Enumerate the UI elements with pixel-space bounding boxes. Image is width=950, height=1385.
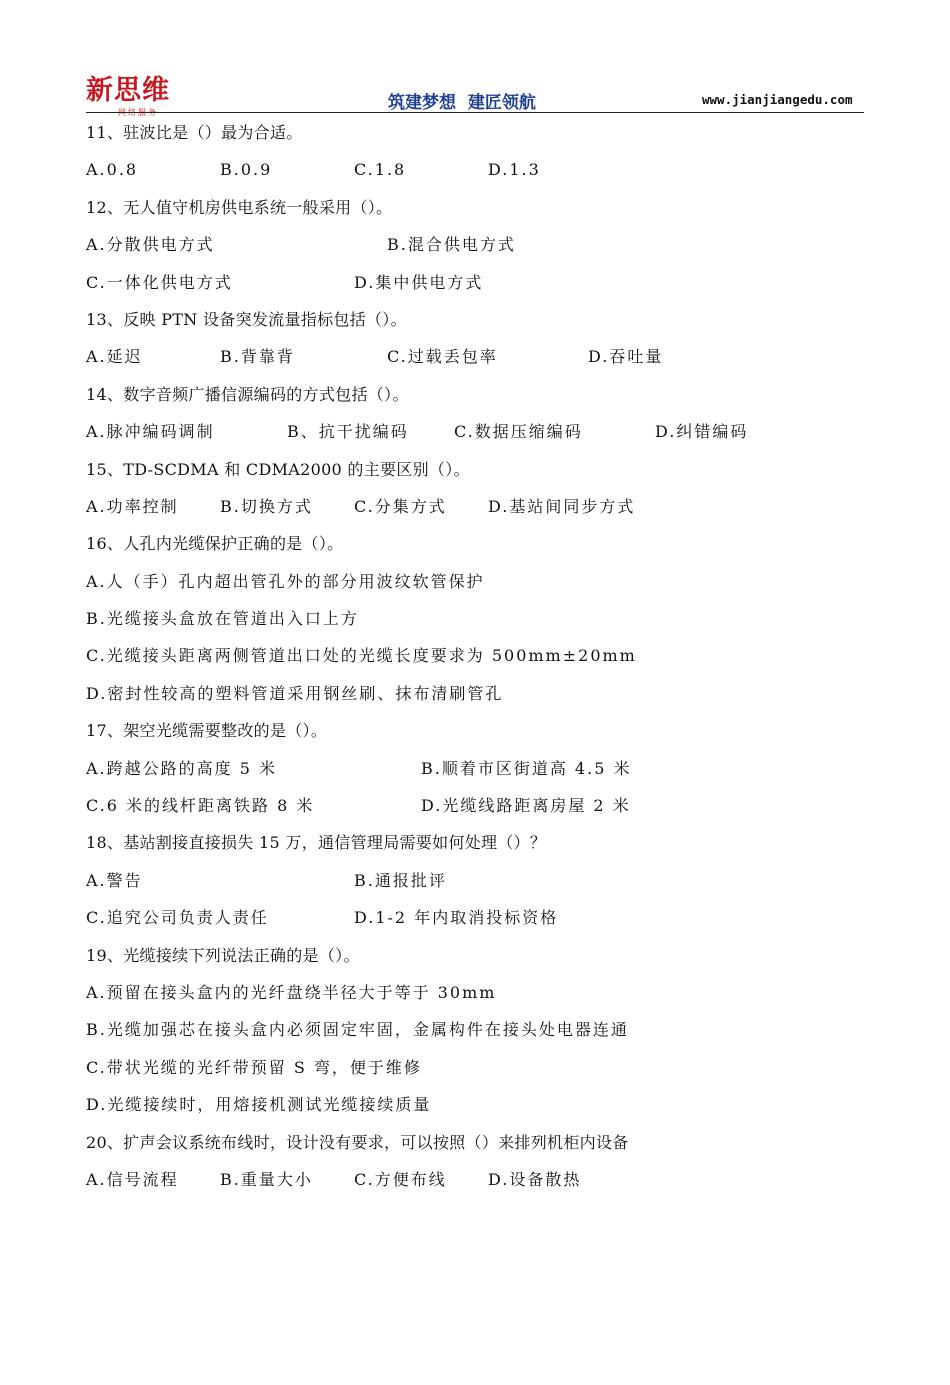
header-slogan: 筑建梦想 建匠领航 xyxy=(388,93,536,113)
option-row xyxy=(86,338,876,375)
header-website: www.jianjiangedu.com xyxy=(702,92,853,107)
option-c: C.数据压缩编码 xyxy=(454,422,583,442)
option-b: B.光缆接头盒放在管道出入口上方 xyxy=(86,609,359,629)
option-a: A.0.8 xyxy=(86,160,139,180)
option-a: A.预留在接头盒内的光纤盘绕半径大于等于 30mm xyxy=(86,982,497,1002)
option-row xyxy=(86,675,876,712)
question-stem: 17、架空光缆需要整改的是（）。 xyxy=(86,721,328,741)
option-b: B.光缆加强芯在接头盒内必须固定牢固，金属构件在接头处电器连通 xyxy=(86,1020,629,1040)
question-stem: 18、基站割接直接损失 15 万，通信管理局需要如何处理（）？ xyxy=(86,833,547,853)
option-d: D.1-2 年内取消投标资格 xyxy=(354,908,559,928)
option-b: B.背靠背 xyxy=(220,347,295,367)
option-row xyxy=(86,974,876,1011)
question-stem: 19、光缆接续下列说法正确的是（）。 xyxy=(86,945,360,965)
option-a: A.警告 xyxy=(86,870,143,890)
option-a: A.脉冲编码调制 xyxy=(86,422,215,442)
option-row xyxy=(86,637,876,674)
option-row xyxy=(86,563,876,600)
option-d: D.纠错编码 xyxy=(655,422,749,442)
option-b: B、抗干扰编码 xyxy=(287,422,409,442)
option-c: C.一体化供电方式 xyxy=(86,272,233,292)
option-row xyxy=(86,151,876,188)
question-stem: 14、数字音频广播信源编码的方式包括（）。 xyxy=(86,384,409,404)
option-row xyxy=(86,1161,876,1198)
option-b: B.切换方式 xyxy=(220,496,313,516)
option-a: A.延迟 xyxy=(86,347,143,367)
option-row xyxy=(86,1086,876,1123)
option-d: D.1.3 xyxy=(488,160,541,180)
option-b: B.混合供电方式 xyxy=(387,235,516,255)
option-b: B.重量大小 xyxy=(220,1169,313,1189)
logo-text: 新思维 xyxy=(86,75,170,106)
option-d: D.光缆接续时，用熔接机测试光缆接续质量 xyxy=(86,1095,432,1115)
logo-subtext: - 网络服务 - xyxy=(108,108,168,117)
option-c: C.追究公司负责人责任 xyxy=(86,908,269,928)
option-row xyxy=(86,488,876,525)
option-a: A.信号流程 xyxy=(86,1169,179,1189)
option-row xyxy=(86,600,876,637)
option-b: B.通报批评 xyxy=(354,870,447,890)
question-stem: 13、反映 PTN 设备突发流量指标包括（）。 xyxy=(86,309,407,329)
option-b: B.顺着市区街道高 4.5 米 xyxy=(421,758,632,778)
option-row xyxy=(86,413,876,450)
option-row xyxy=(86,1011,876,1048)
question-stem: 16、人孔内光缆保护正确的是（）。 xyxy=(86,534,344,554)
option-row xyxy=(86,750,876,787)
option-c: C.分集方式 xyxy=(354,496,447,516)
option-row xyxy=(86,226,876,263)
option-d: D.吞吐量 xyxy=(588,347,664,367)
option-a: A.跨越公路的高度 5 米 xyxy=(86,758,277,778)
option-b: B.0.9 xyxy=(220,160,273,180)
option-c: C.光缆接头距离两侧管道出口处的光缆长度要求为 500mm±20mm xyxy=(86,646,637,666)
option-a: A.分散供电方式 xyxy=(86,235,215,255)
option-d: D.密封性较高的塑料管道采用钢丝刷、抹布清刷管孔 xyxy=(86,683,504,703)
option-c: C.带状光缆的光纤带预留 S 弯，便于维修 xyxy=(86,1057,422,1077)
option-row xyxy=(86,264,876,301)
option-d: D.基站间同步方式 xyxy=(488,496,636,516)
header-divider xyxy=(86,112,864,113)
option-d: D.设备散热 xyxy=(488,1169,582,1189)
question-stem: 20、扩声会议系统布线时，设计没有要求，可以按照（）来排列机柜内设备 xyxy=(86,1132,629,1152)
option-d: D.光缆线路距离房屋 2 米 xyxy=(421,796,631,816)
option-d: D.集中供电方式 xyxy=(354,272,484,292)
option-c: C.方便布线 xyxy=(354,1169,447,1189)
question-stem: 12、无人值守机房供电系统一般采用（）。 xyxy=(86,197,393,217)
option-c: C.1.8 xyxy=(354,160,407,180)
option-c: C.过载丢包率 xyxy=(387,347,498,367)
option-row xyxy=(86,787,876,824)
option-a: A.功率控制 xyxy=(86,496,179,516)
option-a: A.人（手）孔内超出管孔外的部分用波纹软管保护 xyxy=(86,571,485,591)
option-row xyxy=(86,862,876,899)
option-row xyxy=(86,899,876,936)
question-stem: 11、驻波比是（）最为合适。 xyxy=(86,123,303,142)
option-row xyxy=(86,1049,876,1086)
option-c: C.6 米的线杆距离铁路 8 米 xyxy=(86,796,315,816)
question-list xyxy=(86,114,876,1198)
question-stem: 15、TD-SCDMA 和 CDMA2000 的主要区别（）。 xyxy=(86,459,470,479)
page-header xyxy=(0,0,950,118)
